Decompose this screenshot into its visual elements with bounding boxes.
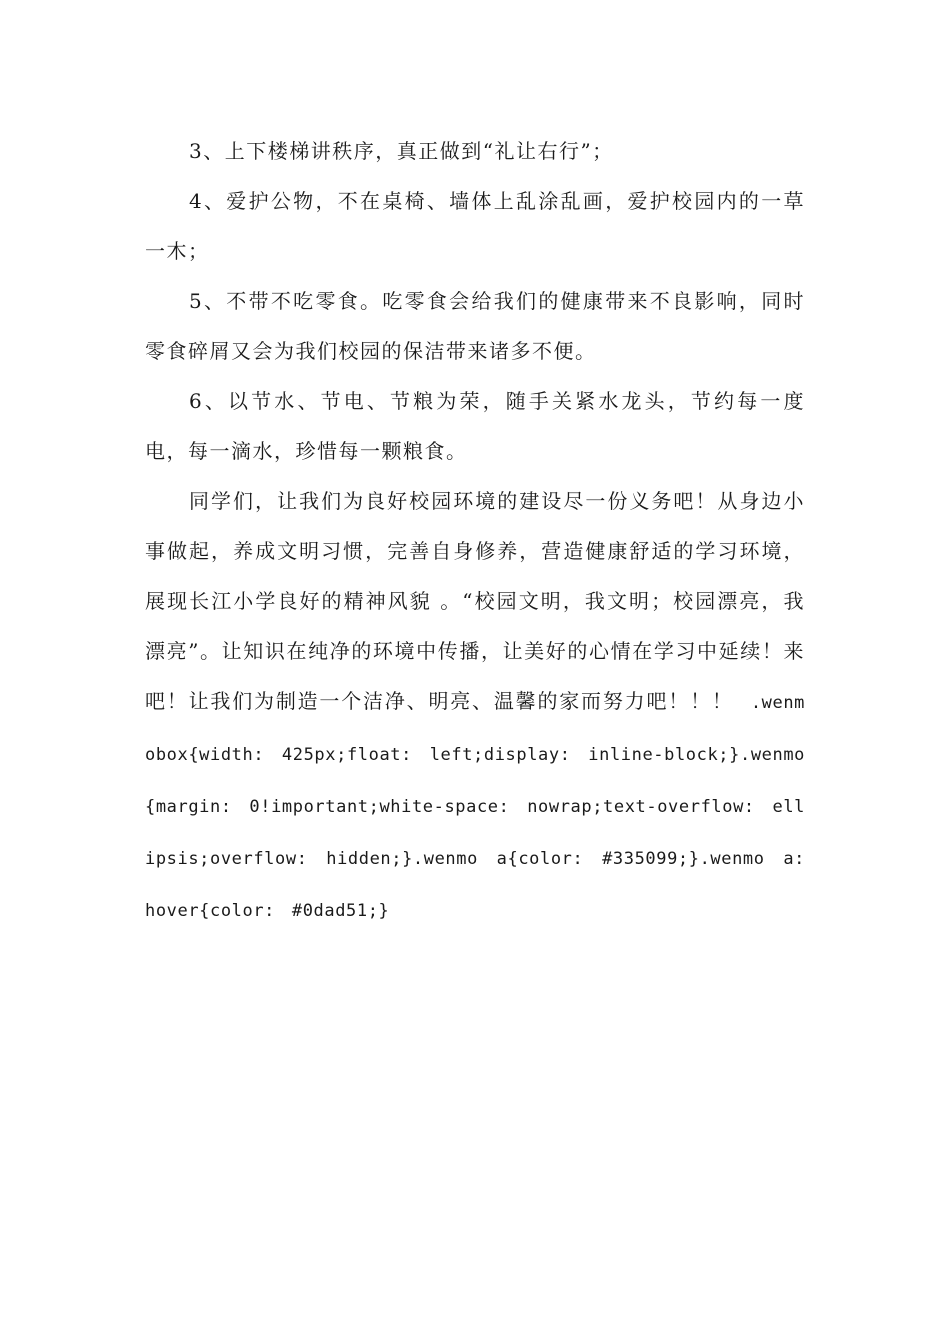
closing-text: 同学们，让我们为良好校园环境的建设尽一份义务吧！从身边小事做起，养成文明习惯，完善自身修养，营造健康舒适的学习环境，展现长江小学良好的精神风貌 。“校园文明，我文明；校园漂亮，我漂亮”。让知识在纯净的环境中传播，让美好的心情在学习中延续！来吧！让我们为制造一个洁净、明亮、温馨的家而努力吧！！！	[145, 489, 805, 713]
document-body	[145, 126, 805, 936]
rule-item-3: 3、上下楼梯讲秩序，真正做到“礼让右行”；	[189, 139, 614, 163]
rule-item-4: 4、爱护公物，不在桌椅、墙体上乱涂乱画，爱护校园内的一草一木；	[145, 189, 805, 263]
css-code-remnant: .wenmobox{width: 425px;float: left;display: inline-block;}.wenmo{margin: 0!important;white-space: nowrap;text-overflow: ellipsis;overflow: hidden;}.wenmo a{color: #335099;}.wenmo a:hover{color: #0dad51;}	[145, 693, 805, 921]
closing-paragraph	[145, 476, 805, 936]
rule-item-6: 6、以节水、节电、节粮为荣，随手关紧水龙头，节约每一度电，每一滴水，珍惜每一颗粮食。	[145, 389, 805, 463]
rule-item-5: 5、不带不吃零食。吃零食会给我们的健康带来不良影响，同时零食碎屑又会为我们校园的保洁带来诸多不便。	[145, 289, 805, 363]
